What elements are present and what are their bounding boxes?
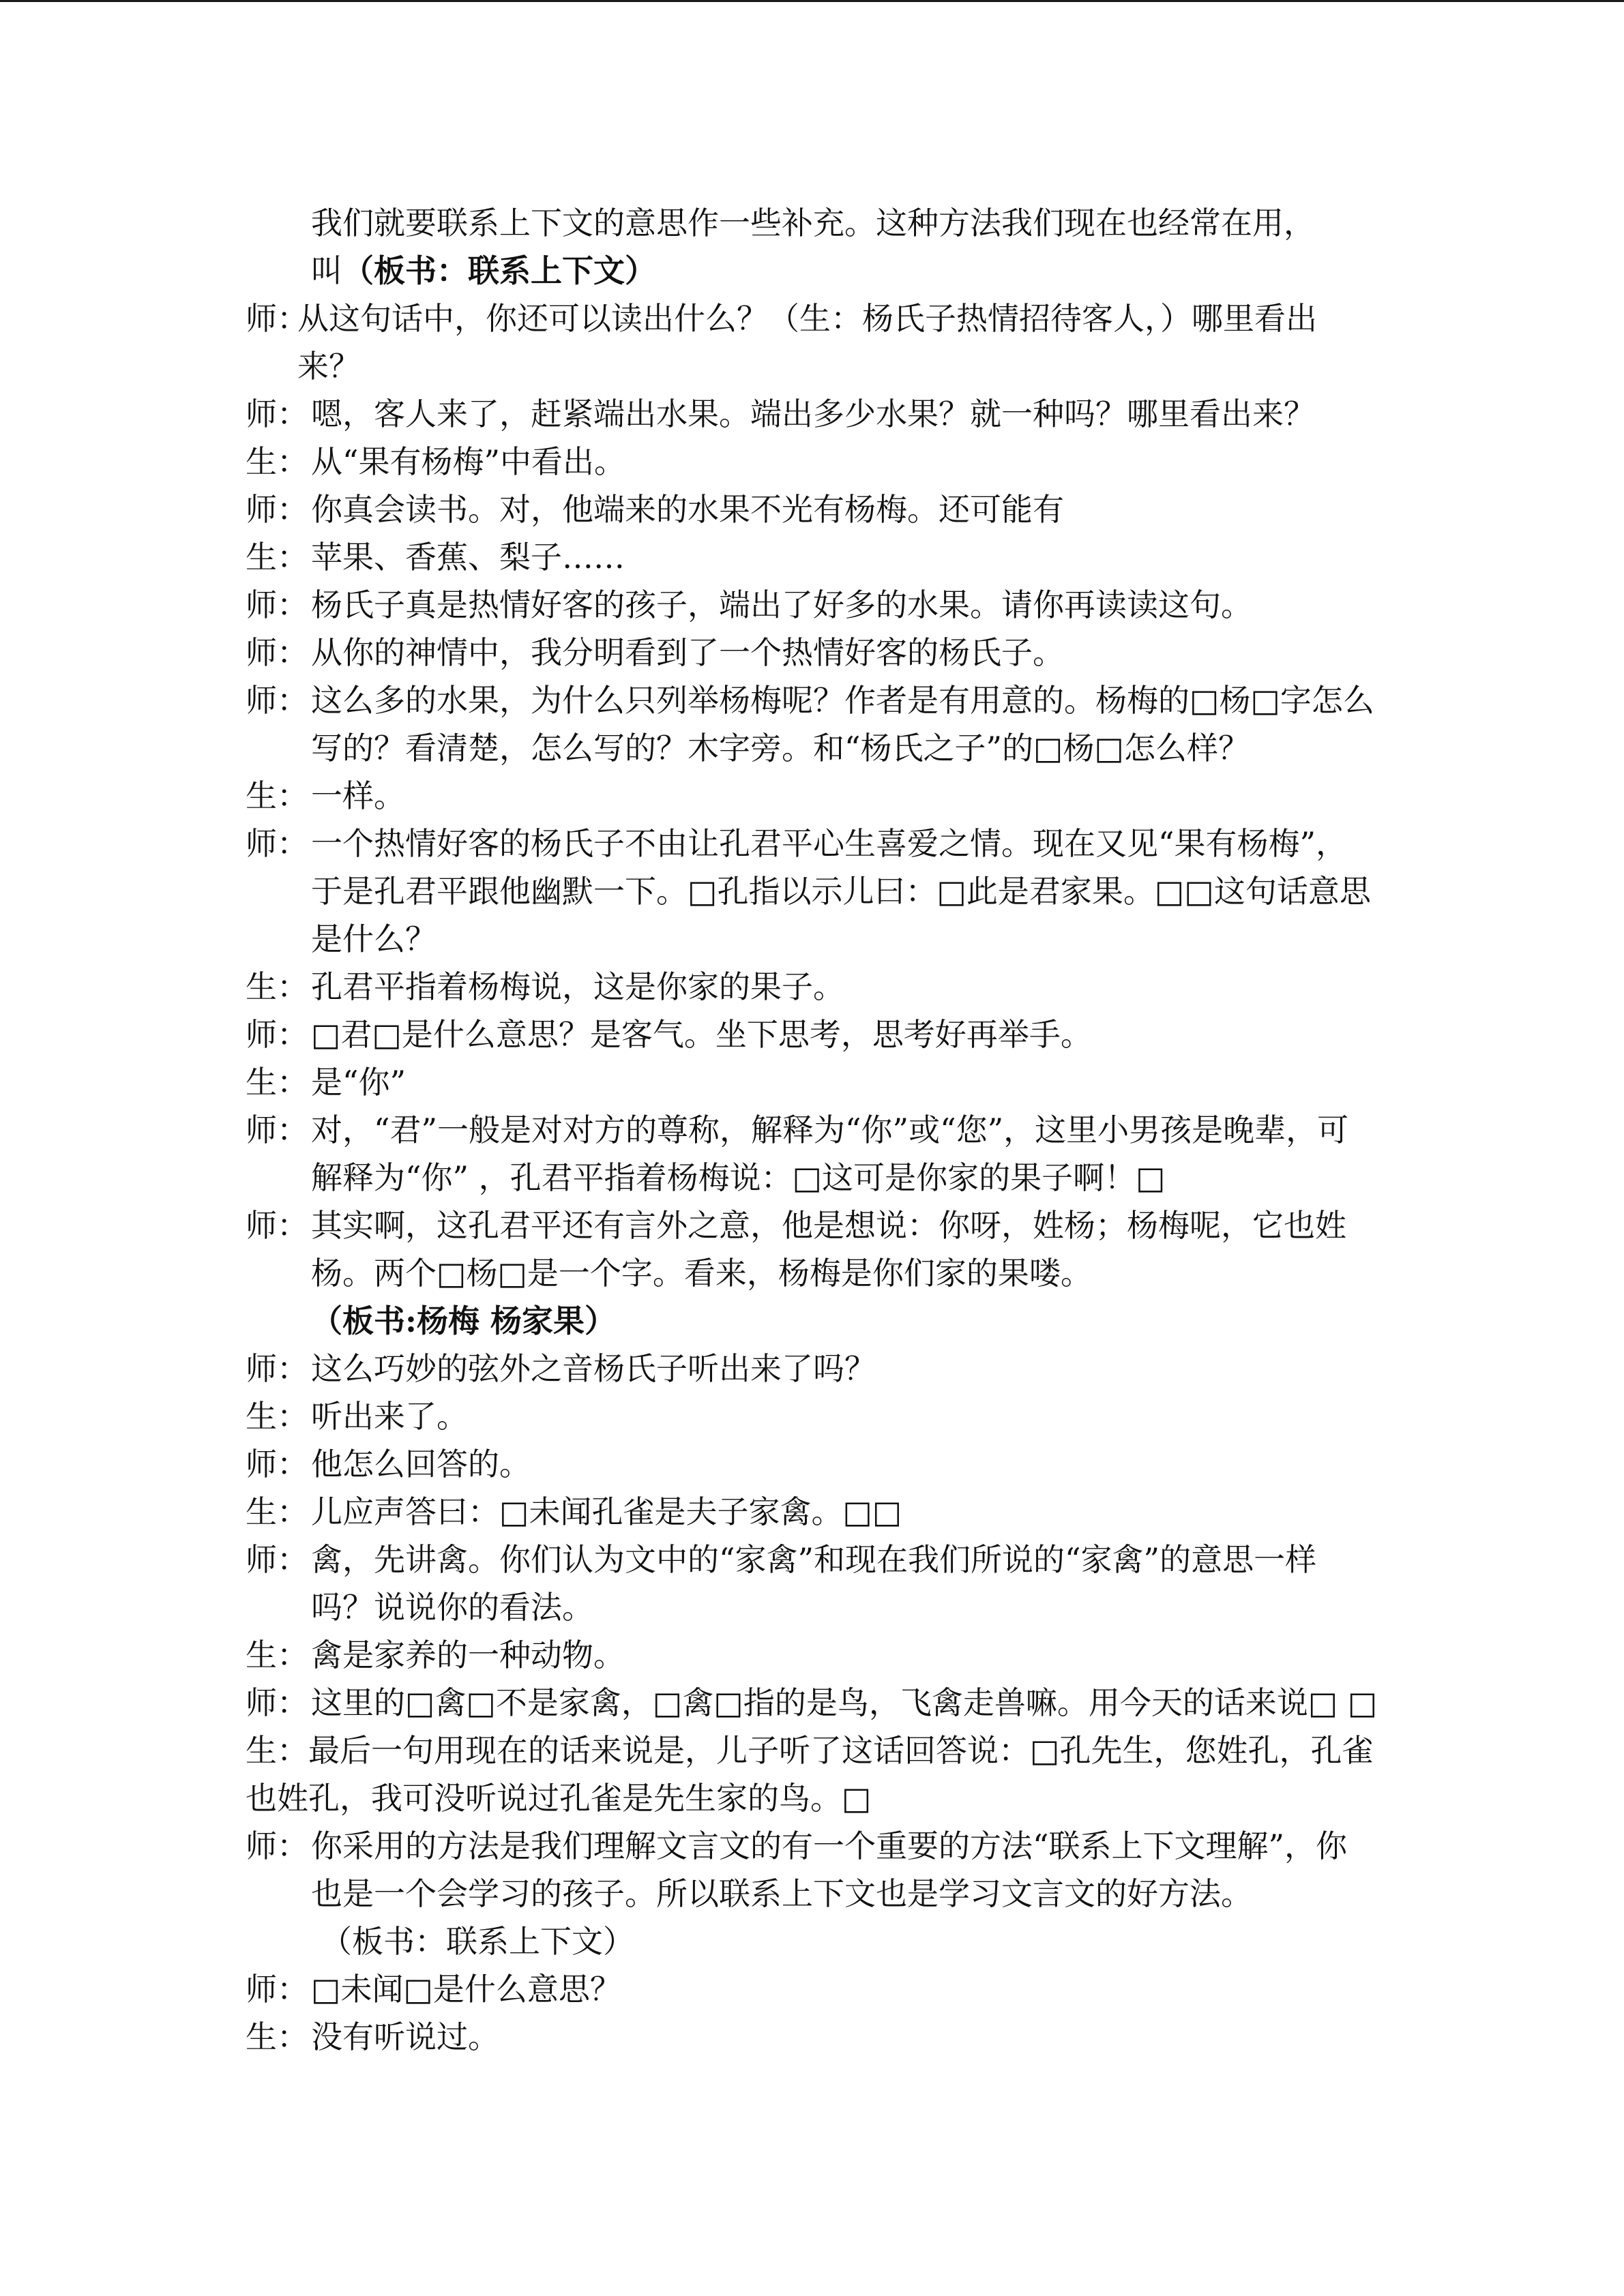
dialogue-student bbox=[246, 438, 1378, 486]
dialogue-teacher bbox=[246, 820, 1378, 963]
dialogue-text: □未闻□是什么意思？ bbox=[311, 1971, 621, 2008]
dialogue-text: 生：最后一句用现在的话来说是，儿子听了这话回答说：□孔先生，您姓孔，孔雀也姓孔，我可没听说过孔雀是先生家的鸟。□ bbox=[246, 1732, 1374, 1817]
blackboard-note: （板书：联系上下文） bbox=[342, 252, 656, 289]
dialogue-text: 这么巧妙的弦外之音杨氏子听出来了吗？ bbox=[311, 1350, 876, 1387]
dialogue-text: 杨氏子真是热情好客的孩子，端出了好多的水果。请你再读读这句。 bbox=[311, 586, 1252, 623]
dialogue-text: 从这句话中，你还可以读出什么？（生：杨氏子热情招待客人，）哪里看出 来？ bbox=[297, 300, 1317, 385]
speaker-label: 生： bbox=[246, 1493, 308, 1530]
speaker-label: 师： bbox=[246, 1684, 308, 1721]
dialogue-text: 嗯，客人来了，赶紧端出水果。端出多少水果？就一种吗？哪里看出来？ bbox=[311, 396, 1315, 432]
dialogue-student bbox=[246, 963, 1378, 1011]
dialogue-text: 禽是家养的一种动物。 bbox=[311, 1637, 625, 1673]
speaker-label: 生： bbox=[246, 1064, 308, 1101]
dialogue-text: 禽，先讲禽。你们认为文中的“家禽”和现在我们所说的“家禽”的意思一样吗？说说你的看法。 bbox=[311, 1541, 1317, 1626]
speaker-label: 生： bbox=[246, 443, 308, 480]
blackboard-note: （板书:杨梅 杨家果） bbox=[311, 1302, 616, 1339]
dialogue-text: 对，“君”一般是对对方的尊称，解释为“你”或“您”，这里小男孩是晚辈，可解释为“你” ，孔君平指着杨梅说：□这可是你家的果子啊！□ bbox=[311, 1112, 1349, 1196]
speaker-label: 师： bbox=[246, 1446, 308, 1482]
dialogue-text: 苹果、香蕉、梨子…… bbox=[311, 539, 625, 576]
dialogue-text bbox=[246, 1202, 1378, 1345]
paragraph-continuation bbox=[311, 199, 1375, 247]
dialogue-text: 从“果有杨梅”中看出。 bbox=[311, 443, 626, 480]
speaker-label: 师： bbox=[246, 1207, 308, 1244]
dialogue-text-segment: 其实啊，这孔君平还有言外之意，他是想说：你呀，姓杨；杨梅呢，它也姓杨。两个□杨□是一个字。看来，杨梅是你们家的果喽。 bbox=[311, 1207, 1346, 1292]
dialogue-student-full bbox=[246, 1727, 1378, 1822]
dialogue-student bbox=[246, 772, 1378, 820]
dialogue-teacher bbox=[246, 581, 1378, 629]
dialogue-text: 这里的□禽□不是家禽，□禽□指的是鸟，飞禽走兽嘛。用今天的话来说□ □ bbox=[311, 1684, 1378, 1721]
dialogue-teacher bbox=[246, 1822, 1378, 1918]
dialogue-teacher bbox=[246, 1679, 1378, 1727]
dialogue-text: 从你的神情中，我分明看到了一个热情好客的杨氏子。 bbox=[311, 634, 1064, 671]
speaker-label: 生： bbox=[246, 1398, 308, 1435]
dialogue-student bbox=[246, 1488, 1378, 1536]
speaker-label: 师： bbox=[246, 825, 308, 862]
paragraph-continuation bbox=[321, 1918, 1385, 1965]
dialogue-text: 儿应声答曰：□未闻孔雀是夫子家禽。□□ bbox=[311, 1493, 902, 1530]
line-text: 叫 bbox=[311, 252, 342, 289]
top-margin bbox=[0, 0, 1624, 199]
speaker-label: 师： bbox=[246, 300, 308, 337]
dialogue-text: 听出来了。 bbox=[311, 1398, 468, 1435]
dialogue-text: 没有听说过。 bbox=[311, 2018, 499, 2055]
dialogue-student bbox=[246, 1058, 1378, 1106]
dialogue-text: □君□是什么意思？是客气。坐下思考，思考好再举手。 bbox=[311, 1016, 1092, 1053]
speaker-label: 生： bbox=[246, 1637, 308, 1673]
dialogue-text: 是“你” bbox=[311, 1064, 407, 1101]
speaker-label: 师： bbox=[246, 1350, 308, 1387]
dialogue-student bbox=[246, 2013, 1378, 2061]
dialogue-teacher bbox=[246, 629, 1378, 676]
speaker-label: 师： bbox=[246, 1541, 308, 1578]
dialogue-teacher bbox=[246, 1965, 1378, 2013]
speaker-label: 生： bbox=[246, 2018, 308, 2055]
speaker-label: 师： bbox=[246, 1971, 308, 2008]
dialogue-teacher bbox=[246, 1202, 1378, 1345]
dialogue-text: 孔君平指着杨梅说，这是你家的果子。 bbox=[311, 968, 844, 1005]
speaker-label: 师： bbox=[246, 634, 308, 671]
speaker-label: 师： bbox=[246, 1828, 308, 1864]
dialogue-teacher bbox=[246, 295, 1378, 390]
dialogue-text: 一样。 bbox=[311, 777, 405, 814]
dialogue-teacher bbox=[246, 1536, 1378, 1631]
speaker-label: 师： bbox=[246, 396, 308, 432]
line-text: 我们就要联系上下文的意思作一些补充。这种方法我们现在也经常在用， bbox=[311, 205, 1315, 241]
dialogue-student bbox=[246, 533, 1378, 581]
dialogue-teacher bbox=[246, 1011, 1378, 1058]
dialogue-student bbox=[246, 1392, 1378, 1440]
dialogue-text: 一个热情好客的杨氏子不由让孔君平心生喜爱之情。现在又见“果有杨梅”，于是孔君平跟他幽默一下。□孔指以示儿曰：□此是君家果。□□这句话意思是什么？ bbox=[311, 825, 1371, 957]
dialogue-text: 他怎么回答的。 bbox=[311, 1446, 531, 1482]
dialogue-text: 你真会读书。对，他端来的水果不光有杨梅。还可能有 bbox=[311, 491, 1064, 528]
dialogue-text: 你采用的方法是我们理解文言文的有一个重要的方法“联系上下文理解”，你也是一个会学习的孩子。所以联系上下文也是学习文言文的好方法。 bbox=[311, 1828, 1348, 1912]
speaker-label: 生： bbox=[246, 777, 308, 814]
dialogue-teacher bbox=[246, 390, 1378, 438]
speaker-label: 师： bbox=[246, 491, 308, 528]
dialogue-teacher bbox=[246, 676, 1378, 772]
speaker-label: 生： bbox=[246, 968, 308, 1005]
speaker-label: 生： bbox=[246, 539, 308, 576]
dialogue-student bbox=[246, 1631, 1378, 1679]
speaker-label: 师： bbox=[246, 586, 308, 623]
dialogue-teacher bbox=[246, 486, 1378, 533]
line-text: （板书：联系上下文） bbox=[321, 1923, 634, 1960]
speaker-label: 师： bbox=[246, 682, 308, 719]
dialogue-teacher bbox=[246, 1106, 1378, 1202]
speaker-label: 师： bbox=[246, 1112, 308, 1148]
dialogue-teacher bbox=[246, 1345, 1378, 1392]
speaker-label: 师： bbox=[246, 1016, 308, 1053]
dialogue-text: 这么多的水果，为什么只列举杨梅呢？作者是有用意的。杨梅的□杨□字怎么写的？看清楚，怎么写的？木字旁。和“杨氏之子”的□杨□怎么样？ bbox=[311, 682, 1374, 766]
dialogue-teacher bbox=[246, 1440, 1378, 1488]
paragraph-continuation bbox=[311, 247, 1375, 295]
